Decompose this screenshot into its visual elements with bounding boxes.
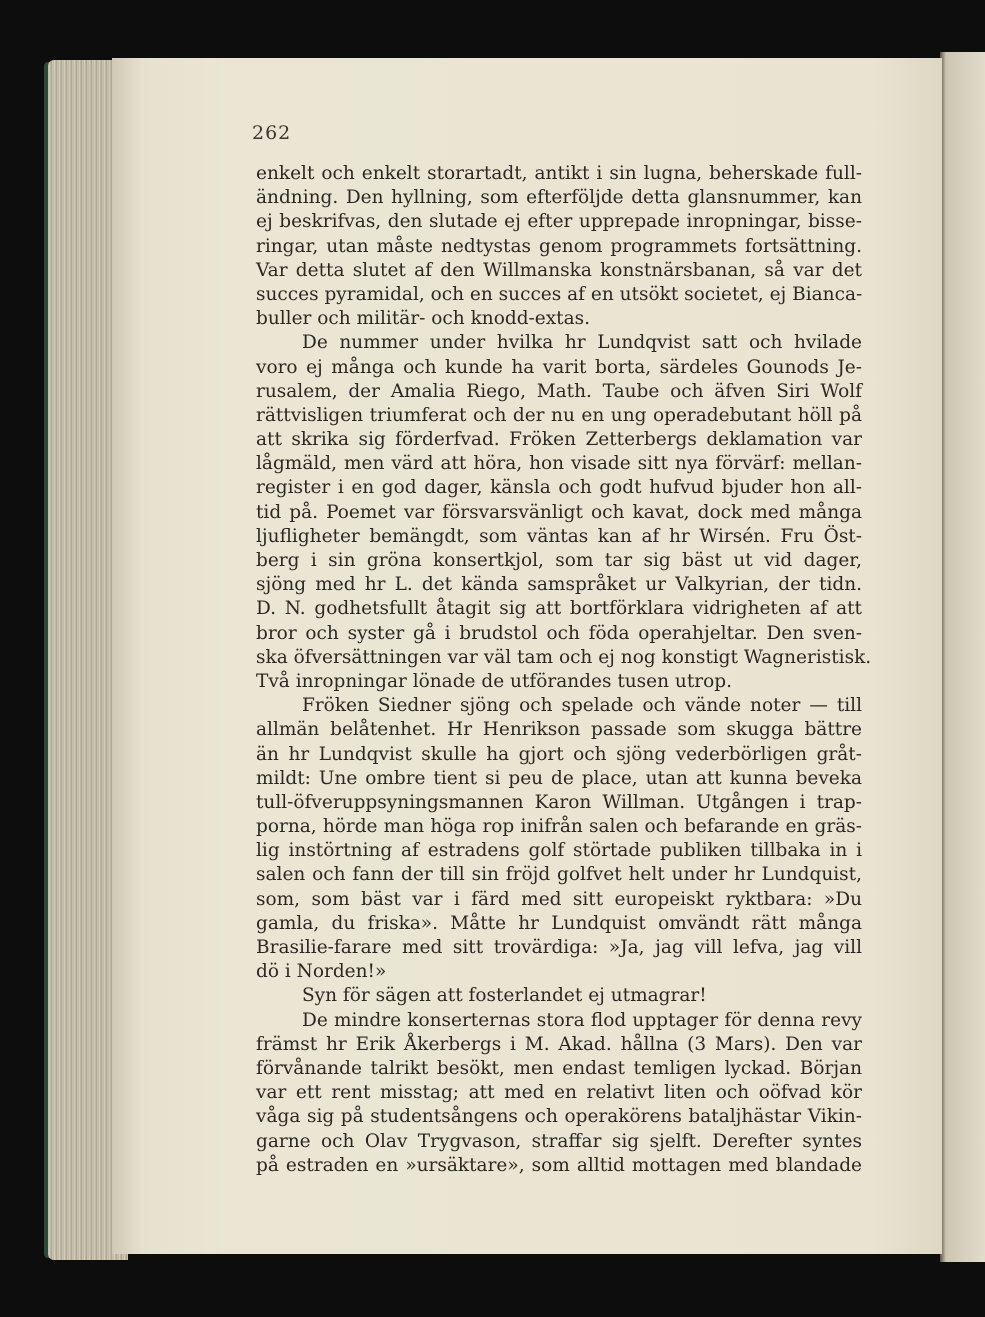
text-line: register i en god dager, känsla och godt hufvud bjuder hon all- <box>256 477 862 499</box>
text-line: succes pyramidal, och en succes af en utsökt societet, ej Bianca- <box>256 283 863 305</box>
text-line: ljufligheter bemängdt, som väntas kan af hr Wirsén. Fru Öst- <box>256 525 862 547</box>
text-line: tull-öfveruppsyningsmannen Karon Willman. Utgången i trap- <box>256 791 862 813</box>
facing-page-edge <box>940 52 985 1262</box>
text-line: främst hr Erik Åkerbergs i M. Akad. hållna (3 Mars). Den var <box>256 1033 862 1055</box>
text-line: berg i sin gröna konsertkjol, som tar sig bäst ut vid dager, <box>256 550 862 571</box>
text-line: förvånande talrikt besökt, men endast temligen lyckad. Början <box>256 1057 862 1079</box>
text-line: Syn för sägen att fosterlandet ej utmagrar! <box>302 985 707 1007</box>
text-line: lågmäld, men värd att höra, hon visade sitt nya förvärf: mellan- <box>256 453 862 475</box>
text-line: lig instörtning af estradens golf störtade publiken tillbaka in i <box>256 840 862 862</box>
text-line: på estraden en »ursäktare», som alltid mottagen med blandade <box>256 1154 862 1176</box>
text-line: ska öfversättningen var väl tam och ej nog konstigt Wagneristisk. <box>256 646 872 668</box>
text-line: som, som bäst var i färd med sitt europeiskt ryktbara: »Du <box>256 888 862 910</box>
page-number: 262 <box>252 122 292 144</box>
text-line: enkelt och enkelt storartadt, antikt i sin lugna, beherskade full- <box>256 163 862 184</box>
text-line: voro ej många och kunde ha varit borta, särdeles Gounods Je- <box>256 356 862 378</box>
text-line: buller och militär- och knodd-extas. <box>256 308 591 330</box>
text-line: tid på. Poemet var försvarsvänligt och kavat, dock med många <box>256 501 862 523</box>
text-line: ej beskrifvas, den slutade ej efter upprepade inropningar, bisse- <box>256 211 862 233</box>
text-line: D. N. godhetsfullt åtagit sig att bortförklara vidrigheten af att <box>256 598 862 620</box>
text-line: att skrika sig förderfvad. Fröken Zetterbergs deklamation var <box>256 429 862 451</box>
text-line: gamla, du friska». Måtte hr Lundquist omvändt rätt många <box>256 912 862 934</box>
text-line: garne och Olav Trygvason, straffar sig sjelft. Derefter syntes <box>256 1130 862 1152</box>
text-line: De nummer under hvilka hr Lundqvist satt och hvilade <box>302 332 862 354</box>
text-line: porna, hörde man höga rop inifrån salen och befarande en gräs- <box>256 816 862 838</box>
text-line: Två inropningar lönade de utförandes tusen utrop. <box>256 670 732 692</box>
text-line: Var detta slutet af den Willmanska konstnärsbanan, så var det <box>256 259 862 281</box>
text-line: än hr Lundqvist skulle ha gjort och sjöng vederbörligen gråt- <box>256 743 862 765</box>
body-text <box>256 162 872 1178</box>
text-line: var ett rent misstag; att med en relativt liten och oöfvad kör <box>256 1082 862 1104</box>
text-line: rättvisligen triumferat och der nu en ung operadebutant höll på <box>256 404 862 426</box>
text-line: De mindre konserternas stora flod upptager för denna revy <box>302 1009 862 1031</box>
text-line: våga sig på studentsångens och operakörens bataljhästar Vikin- <box>256 1106 862 1128</box>
text-line: ringar, utan måste nedtystas genom programmets fortsättning. <box>256 235 862 257</box>
text-line: sjöng med hr L. det kända samspråket ur Valkyrian, der tidn. <box>256 574 862 596</box>
text-line: Fröken Siedner sjöng och spelade och vände noter — till <box>302 695 862 717</box>
text-line: bror och syster gå i brudstol och föda operahjeltar. Den sven- <box>256 622 862 644</box>
text-line: allmän belåtenhet. Hr Henrikson passade som skugga bättre <box>256 719 862 741</box>
text-line: Brasilie-farare med sitt trovärdiga: »Ja, jag vill lefva, jag vill <box>256 937 862 958</box>
text-line: salen och fann der till sin fröjd golfvet helt under hr Lundquist, <box>256 864 862 886</box>
text-line: rusalem, der Amalia Riego, Math. Taube och äfven Siri Wolf <box>256 380 862 402</box>
text-line: ändning. Den hyllning, som efterföljde detta glansnummer, kan <box>256 187 862 209</box>
text-line: mildt: Une ombre tient si peu de place, utan att kunna beveka <box>256 767 862 789</box>
text-line: dö i Norden!» <box>256 961 387 983</box>
